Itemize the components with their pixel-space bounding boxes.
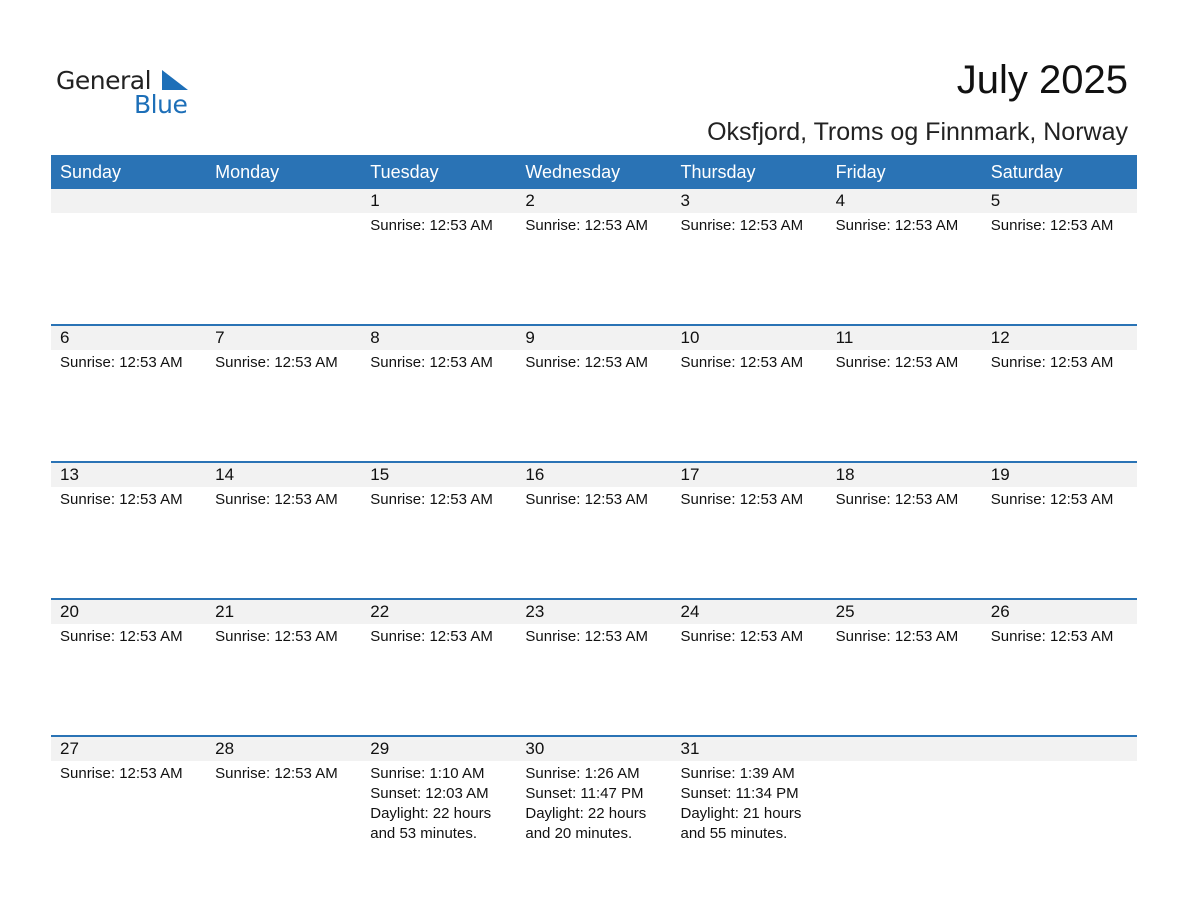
day-cell-info [51, 761, 206, 844]
day-number: 12 [990, 328, 1010, 347]
sun-info-line: Sunrise: 12:53 AM [525, 217, 648, 234]
weekday-header-friday: Friday [835, 162, 886, 182]
day-number-row [51, 189, 1137, 213]
sun-info-line: Sunrise: 12:53 AM [60, 491, 183, 508]
sun-info-line: Sunrise: 12:53 AM [60, 765, 183, 782]
calendar-week [51, 189, 1137, 324]
sun-info-line: Sunrise: 12:53 AM [835, 491, 959, 508]
sun-info-line: Sunrise: 12:53 AM [990, 628, 1114, 645]
sun-info-line: Sunrise: 12:53 AM [680, 491, 804, 508]
day-number: 28 [215, 739, 235, 758]
day-number: 10 [680, 328, 700, 347]
sun-info-line: Sunrise: 1:10 AM [370, 765, 485, 782]
weekday-header-row [51, 155, 1137, 189]
day-number: 7 [215, 328, 225, 347]
sun-info-line: Sunrise: 1:26 AM [525, 765, 640, 782]
day-cell-info [516, 213, 671, 236]
day-cell-info [51, 213, 206, 236]
weekday-header-saturday: Saturday [990, 162, 1063, 182]
sun-info-line: Sunset: 11:47 PM [525, 785, 644, 802]
day-number: 11 [835, 328, 854, 347]
day-number: 2 [525, 191, 535, 210]
page-title: July 2025 [956, 58, 1128, 102]
day-number [206, 189, 361, 213]
day-number [51, 189, 206, 213]
logo [56, 66, 216, 118]
day-number: 5 [990, 191, 1001, 210]
day-cell-info [827, 213, 982, 236]
day-number-row [51, 600, 1137, 624]
day-number: 29 [370, 739, 390, 758]
weekday-header-thursday: Thursday [680, 162, 756, 182]
day-number: 19 [990, 465, 1010, 484]
sun-info-line: Sunrise: 12:53 AM [60, 628, 183, 645]
day-number: 6 [60, 328, 70, 347]
sun-info-line: Daylight: 22 hours [370, 805, 492, 822]
day-info-row [51, 213, 1137, 236]
day-number: 27 [60, 739, 79, 758]
day-cell-info [206, 213, 361, 236]
weekday-header-monday: Monday [215, 162, 280, 182]
day-cell-info [516, 624, 671, 647]
sun-info-line: Sunrise: 12:53 AM [680, 217, 804, 234]
calendar-weeks [51, 189, 1137, 872]
day-cell-info [206, 624, 361, 647]
sun-info-line: and 53 minutes. [370, 825, 477, 842]
day-cell-info [982, 213, 1137, 236]
day-cell-info [361, 624, 516, 647]
sun-info-line: Sunrise: 12:53 AM [680, 354, 804, 371]
calendar-week [51, 598, 1137, 735]
location-subtitle: Oksfjord, Troms og Finnmark, Norway [707, 118, 1128, 146]
day-number: 20 [60, 602, 79, 621]
day-number: 3 [680, 191, 690, 210]
sun-info-line: Sunrise: 12:53 AM [835, 354, 959, 371]
day-cell-info [516, 487, 671, 510]
sun-info-line: Sunrise: 12:53 AM [215, 765, 338, 782]
day-cell-info [516, 350, 671, 373]
sun-info-line: Daylight: 22 hours [525, 805, 647, 822]
sun-info-line: Sunrise: 12:53 AM [990, 354, 1114, 371]
day-number-row [51, 326, 1137, 350]
day-number: 24 [680, 602, 700, 621]
day-cell-info [827, 350, 982, 373]
weekday-header-sunday: Sunday [60, 162, 122, 182]
sun-info-line: Sunrise: 12:53 AM [525, 628, 648, 645]
sun-info-line: Sunrise: 1:39 AM [680, 765, 795, 782]
day-cell-info [206, 350, 361, 373]
day-info-row [51, 350, 1137, 373]
day-info-row [51, 487, 1137, 510]
day-number: 18 [835, 465, 855, 484]
sun-info-line: Sunset: 12:03 AM [370, 785, 489, 802]
day-cell-info [516, 761, 671, 844]
sun-info-line: Daylight: 21 hours [680, 805, 802, 822]
day-number: 21 [215, 602, 235, 621]
day-number: 30 [525, 739, 545, 758]
day-cell-info [982, 761, 1137, 844]
sun-info-line: Sunrise: 12:53 AM [835, 217, 959, 234]
day-cell-info [51, 350, 206, 373]
day-cell-info [361, 350, 516, 373]
sun-info-line: Sunrise: 12:53 AM [370, 354, 493, 371]
day-cell-info [982, 487, 1137, 510]
day-number: 13 [60, 465, 79, 484]
day-number: 4 [835, 191, 846, 210]
sun-info-line: Sunrise: 12:53 AM [370, 491, 493, 508]
day-number: 16 [525, 465, 545, 484]
sun-info-line: Sunrise: 12:53 AM [370, 628, 493, 645]
day-cell-info [827, 761, 982, 844]
day-number [827, 737, 982, 761]
day-number: 9 [525, 328, 535, 347]
day-info-row [51, 624, 1137, 647]
day-cell-info [206, 761, 361, 844]
day-cell-info [982, 350, 1137, 373]
day-cell-info [51, 487, 206, 510]
day-cell-info [206, 487, 361, 510]
sun-info-line: Sunrise: 12:53 AM [680, 628, 804, 645]
day-cell-info [672, 761, 827, 844]
day-number: 22 [370, 602, 390, 621]
day-cell-info [672, 213, 827, 236]
day-number-row [51, 737, 1137, 761]
day-cell-info [361, 213, 516, 236]
day-cell-info [672, 350, 827, 373]
sun-info-line: Sunrise: 12:53 AM [215, 628, 338, 645]
day-number: 8 [370, 328, 380, 347]
calendar-grid [51, 155, 1137, 872]
sun-info-line: Sunrise: 12:53 AM [990, 491, 1114, 508]
logo-text-general: General [56, 66, 152, 95]
day-cell-info [827, 487, 982, 510]
day-cell-info [827, 624, 982, 647]
day-number: 15 [370, 465, 390, 484]
sun-info-line: Sunrise: 12:53 AM [60, 354, 183, 371]
logo-text-blue: Blue [134, 90, 188, 119]
day-number: 25 [835, 602, 855, 621]
sun-info-line: Sunrise: 12:53 AM [370, 217, 493, 234]
sun-info-line: Sunrise: 12:53 AM [215, 491, 338, 508]
logo-triangle-icon [160, 70, 190, 92]
day-number: 23 [525, 602, 545, 621]
weekday-header-wednesday: Wednesday [525, 162, 621, 182]
sun-info-line: Sunrise: 12:53 AM [215, 354, 338, 371]
day-number [982, 737, 1137, 761]
day-number: 17 [680, 465, 700, 484]
day-cell-info [51, 624, 206, 647]
sun-info-line: and 55 minutes. [680, 825, 788, 842]
sun-info-line: Sunrise: 12:53 AM [990, 217, 1114, 234]
sun-info-line: Sunset: 11:34 PM [680, 785, 799, 802]
sun-info-line: Sunrise: 12:53 AM [835, 628, 959, 645]
day-cell-info [982, 624, 1137, 647]
calendar-week [51, 324, 1137, 461]
day-number: 31 [680, 739, 700, 758]
sun-info-line: and 20 minutes. [525, 825, 633, 842]
day-info-row [51, 761, 1137, 844]
day-cell-info [361, 487, 516, 510]
day-number: 1 [370, 191, 380, 210]
day-cell-info [361, 761, 516, 844]
day-cell-info [672, 487, 827, 510]
sun-info-line: Sunrise: 12:53 AM [525, 354, 648, 371]
day-number: 26 [990, 602, 1010, 621]
weekday-header-tuesday: Tuesday [370, 162, 439, 182]
day-number-row [51, 463, 1137, 487]
day-number: 14 [215, 465, 235, 484]
calendar-week [51, 461, 1137, 598]
calendar-week [51, 735, 1137, 872]
day-cell-info [672, 624, 827, 647]
sun-info-line: Sunrise: 12:53 AM [525, 491, 648, 508]
